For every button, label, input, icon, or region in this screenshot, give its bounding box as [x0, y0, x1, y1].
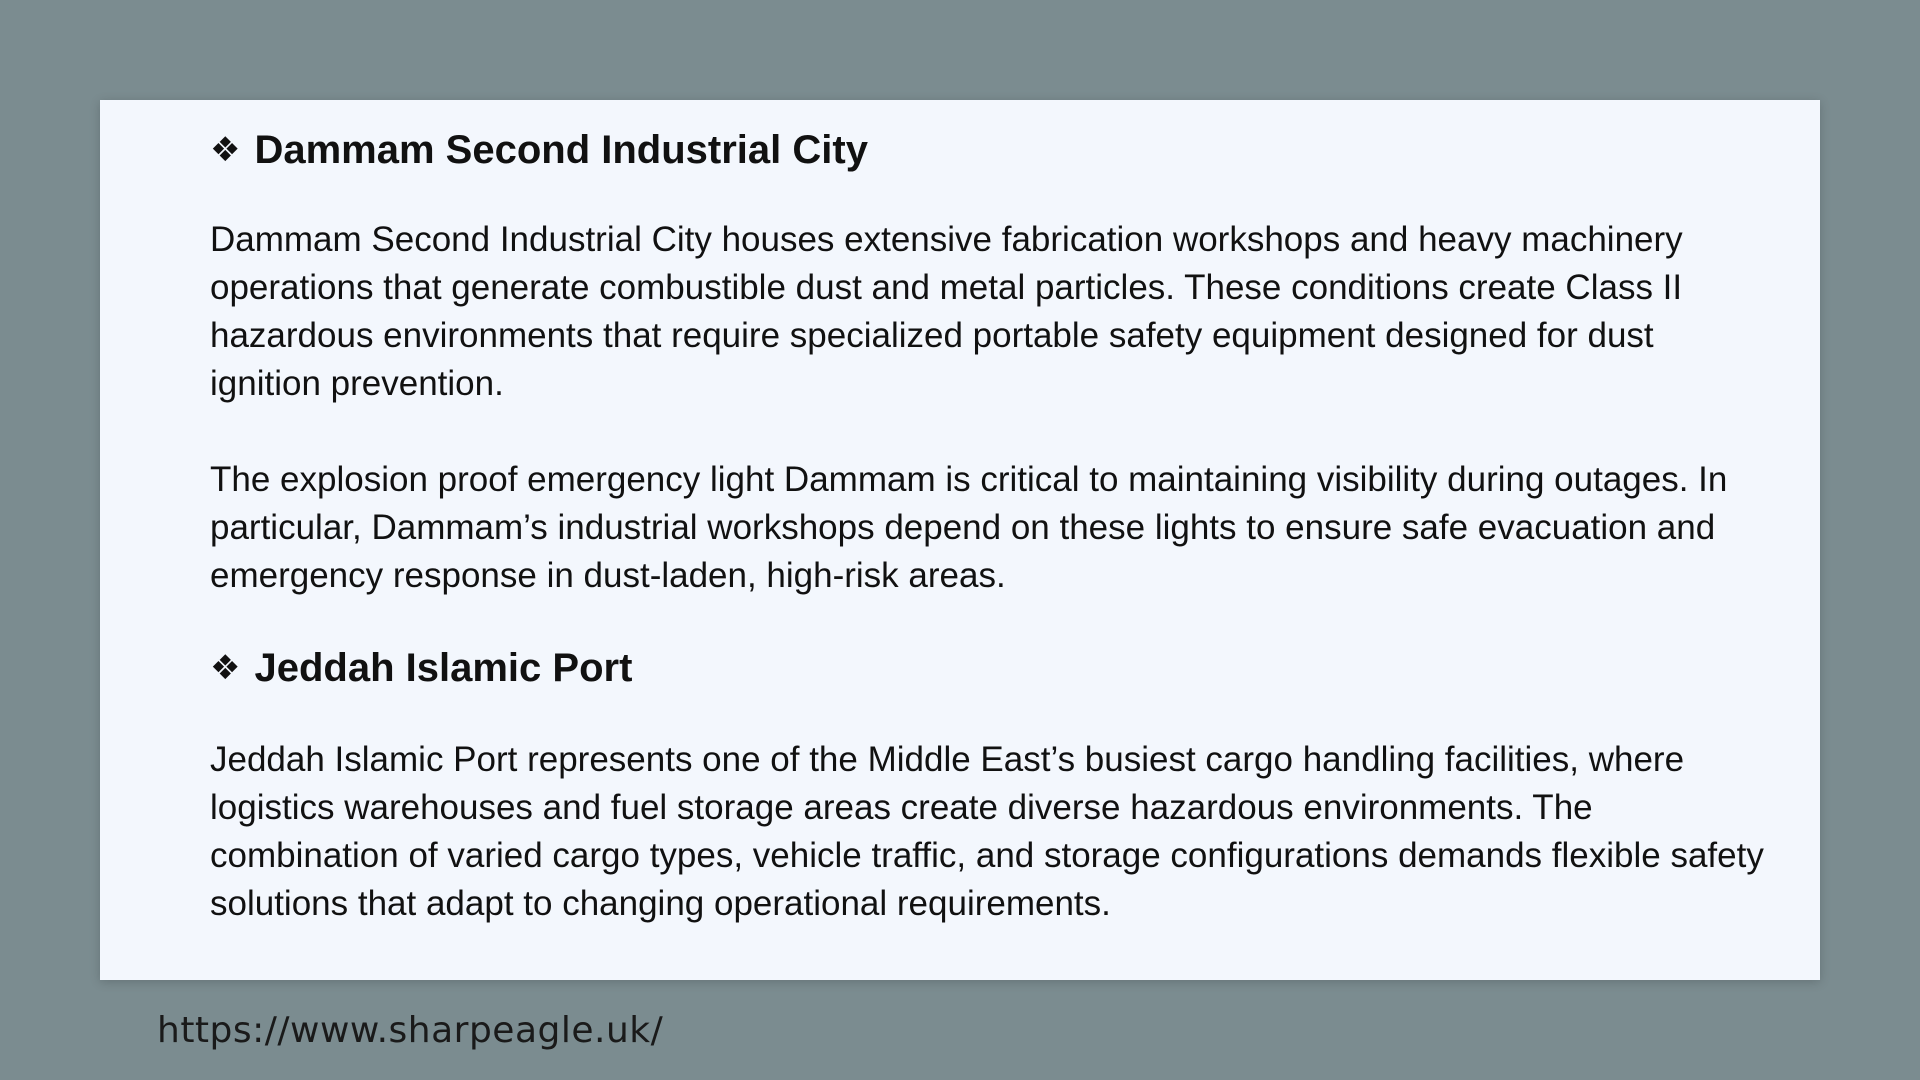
- paragraph-dammam-2: The explosion proof emergency light Dammam is critical to maintaining visibility during outages. In particular, Dammam’s industrial workshops depend on these lights to ensure safe evacuation and emergency response in dust-laden, high-risk areas.: [210, 460, 1728, 595]
- diamond-bullet-icon: ❖: [210, 130, 241, 170]
- paragraph-dammam-1: Dammam Second Industrial City houses extensive fabrication workshops and heavy machinery operations that generate combustible dust and metal particles. These conditions create Class II hazardous environments that require specialized portable safety equipment designed for dust ignition prevention.: [210, 220, 1683, 403]
- footer-url-link[interactable]: https://www.sharpeagle.uk/: [157, 1010, 664, 1051]
- section-heading-text: Jeddah Islamic Port: [254, 646, 633, 690]
- section-heading-jeddah: [210, 638, 1770, 698]
- paragraph-jeddah-1: Jeddah Islamic Port represents one of the Middle East’s busiest cargo handling facilities, where logistics warehouses and fuel storage areas create diverse hazardous environments. The combination of varied cargo types, vehicle traffic, and storage configurations demands flexible safety solutions that adapt to changing operational requirements.: [210, 740, 1764, 923]
- section-heading-text: Dammam Second Industrial City: [254, 128, 868, 172]
- content-body: [210, 120, 1770, 928]
- diamond-bullet-icon: ❖: [210, 648, 241, 688]
- section-heading-dammam: [210, 120, 1770, 180]
- content-card: [100, 100, 1820, 980]
